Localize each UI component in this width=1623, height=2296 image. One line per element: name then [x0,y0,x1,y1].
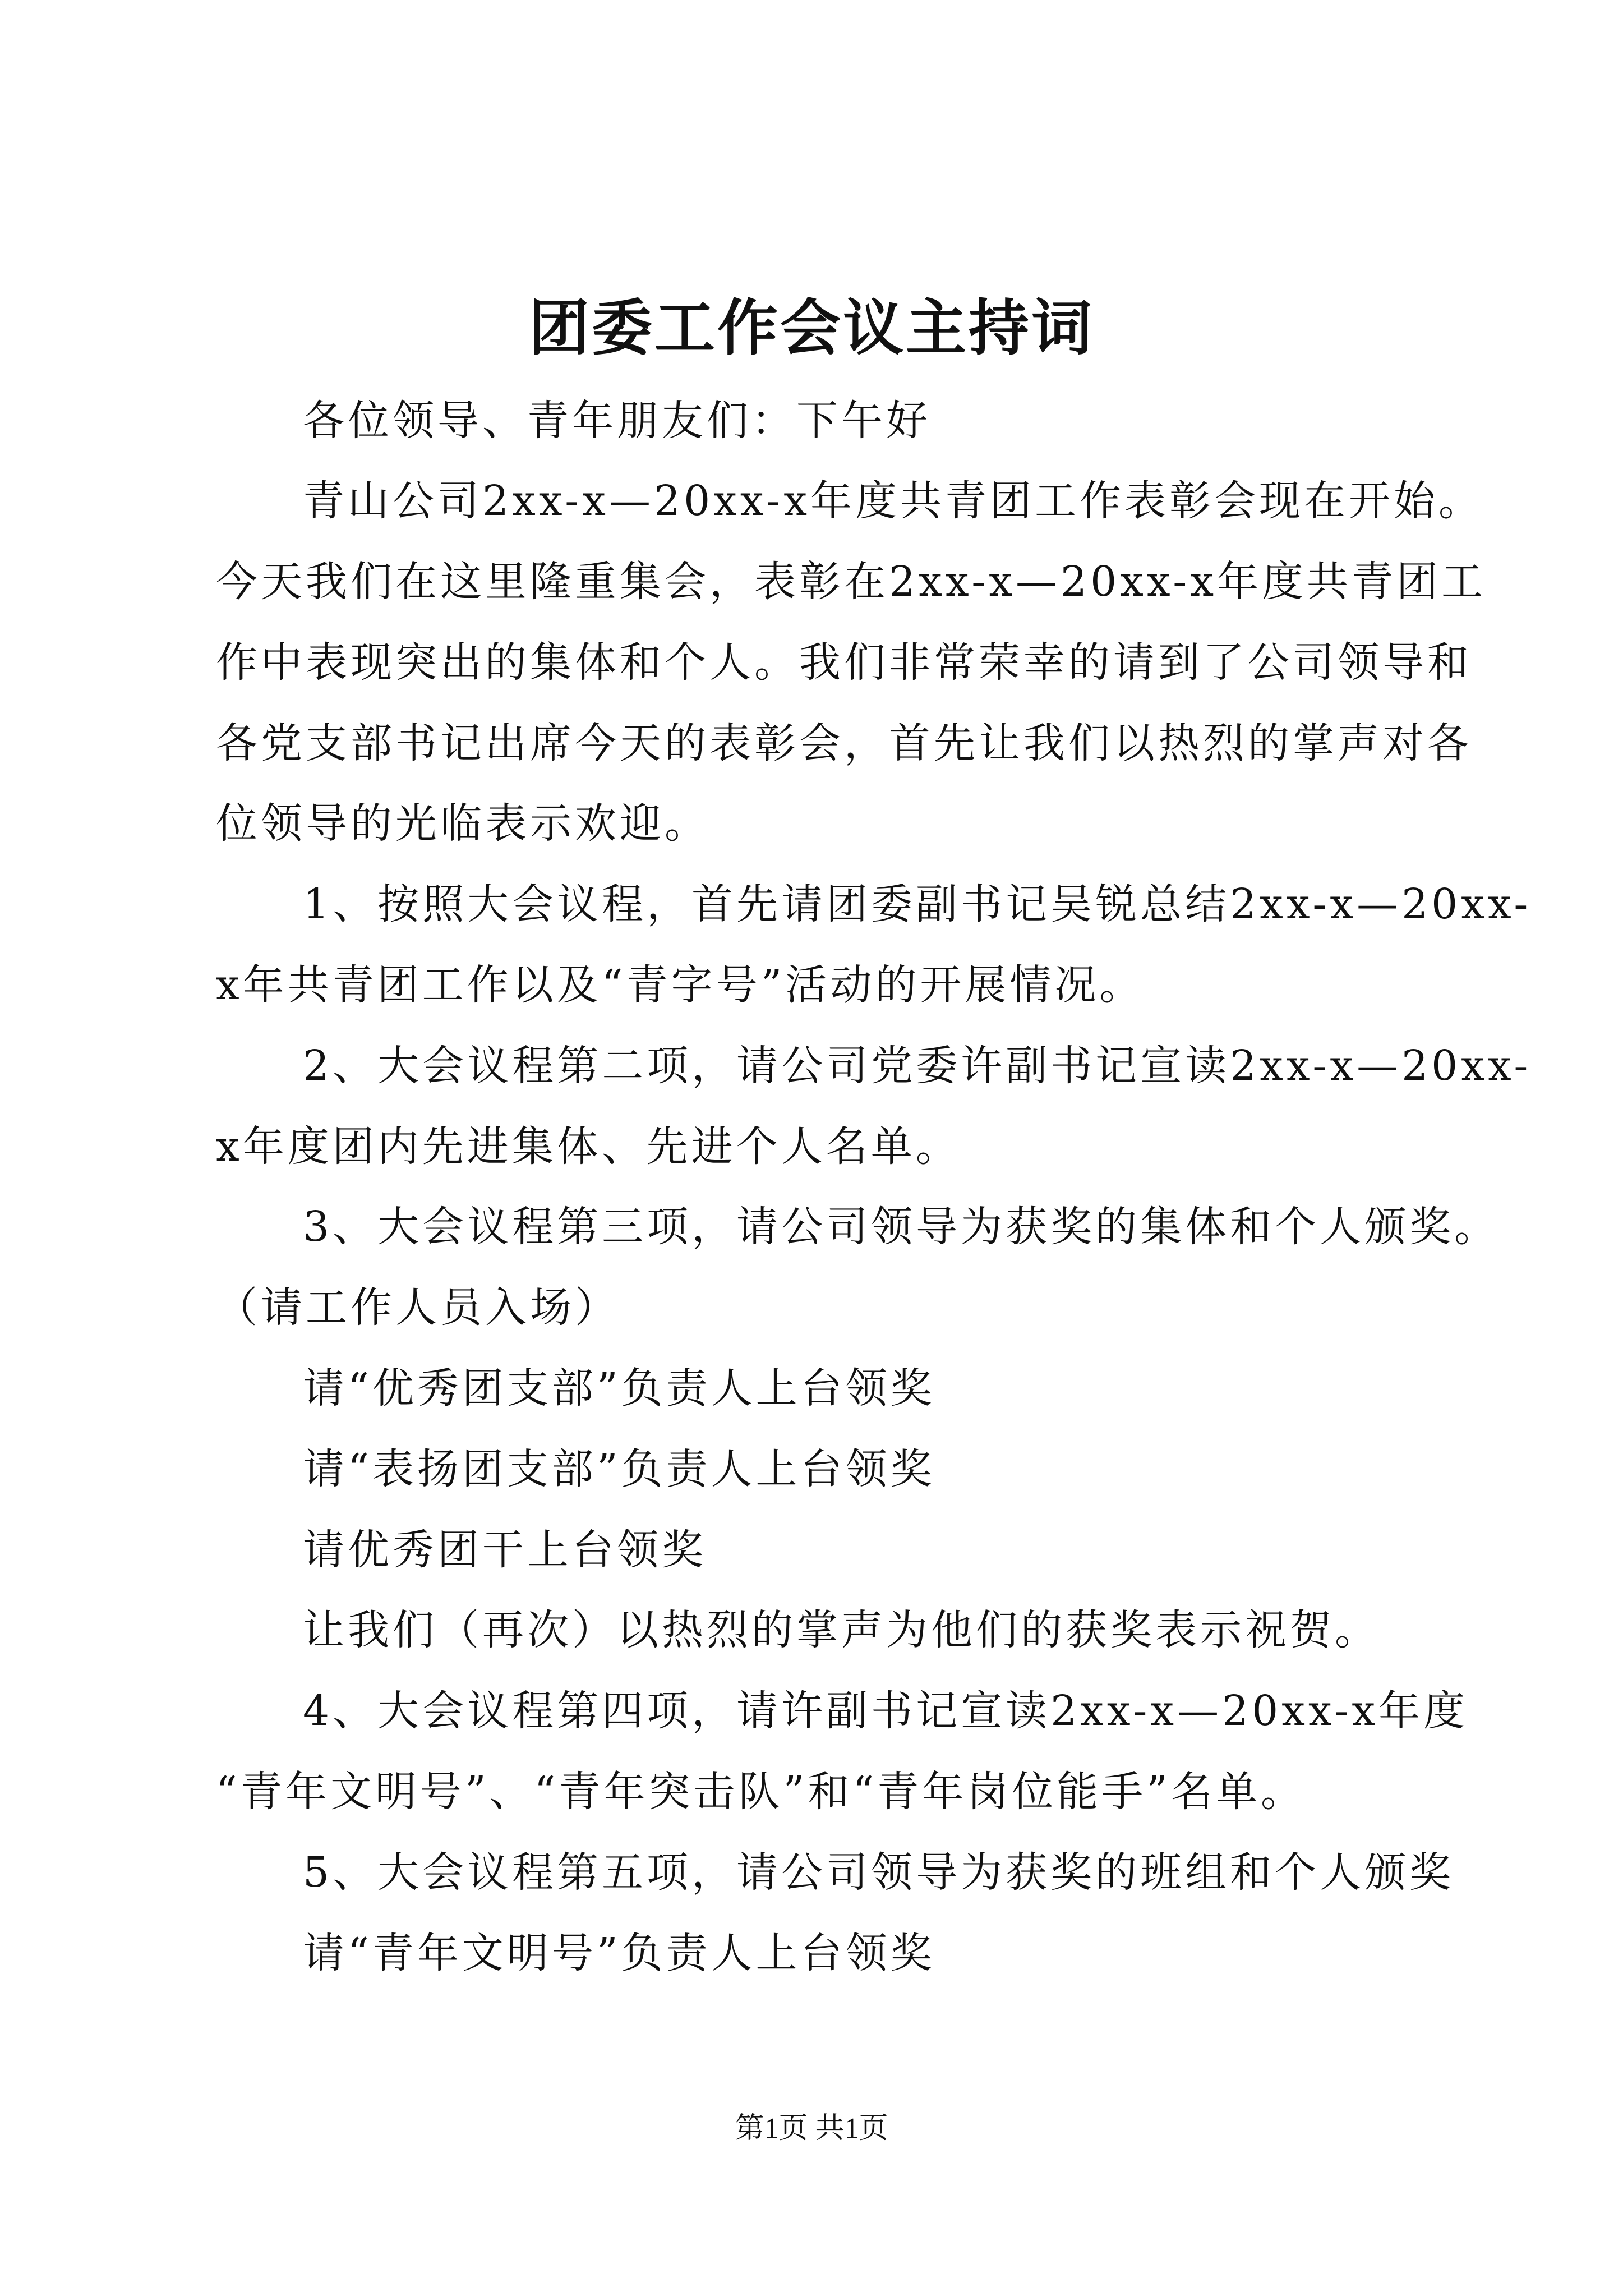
document-title: 团委工作会议主持词 [528,293,1094,364]
paragraph-line: 请“青年文明号”负责人上台领奖 [303,1929,935,1977]
paragraph-line: 青山公司2xx-x—20xx-x年度共青团工作表彰会现在开始。 [303,477,1484,525]
paragraph-line: 各党支部书记出席今天的表彰会，首先让我们以热烈的掌声对各 [216,719,1472,767]
page-number-footer: 第1页 共1页 [735,2113,888,2145]
paragraph-line: 请“优秀团支部”负责人上台领奖 [303,1364,935,1412]
paragraph-line: x年共青团工作以及“青字号”活动的开展情况。 [216,961,1145,1009]
paragraph-line: 4、大会议程第四项，请许副书记宣读2xx-x—20xx-x年度 [303,1687,1469,1735]
paragraph-line: （请工作人员入场） [216,1283,620,1332]
paragraph-line: 5、大会议程第五项，请公司领导为获奖的班组和个人颁奖 [303,1848,1455,1897]
paragraph-line: 各位领导、青年朋友们：下午好 [303,397,931,445]
paragraph-line: “青年文明号”、“青年突击队”和“青年岗位能手”名单。 [216,1768,1306,1816]
paragraph-line: 作中表现突出的集体和个人。我们非常荣幸的请到了公司领导和 [216,638,1472,687]
paragraph-line: x年度团内先进集体、先进个人名单。 [216,1122,961,1171]
paragraph-line: 让我们（再次）以热烈的掌声为他们的获奖表示祝贺。 [303,1606,1380,1654]
paragraph-line: 2、大会议程第二项，请公司党委许副书记宣读2xx-x—20xx- [303,1042,1532,1090]
paragraph-line: 今天我们在这里隆重集会，表彰在2xx-x—20xx-x年度共青团工 [216,558,1487,606]
paragraph-line: 3、大会议程第三项，请公司领导为获奖的集体和个人颁奖。 [303,1203,1500,1251]
paragraph-line: 请“表扬团支部”负责人上台领奖 [303,1445,935,1493]
paragraph-line: 1、按照大会议程，首先请团委副书记吴锐总结2xx-x—20xx- [303,880,1532,928]
paragraph-line: 请优秀团干上台领奖 [303,1526,707,1574]
paragraph-line: 位领导的光临表示欢迎。 [216,799,709,848]
